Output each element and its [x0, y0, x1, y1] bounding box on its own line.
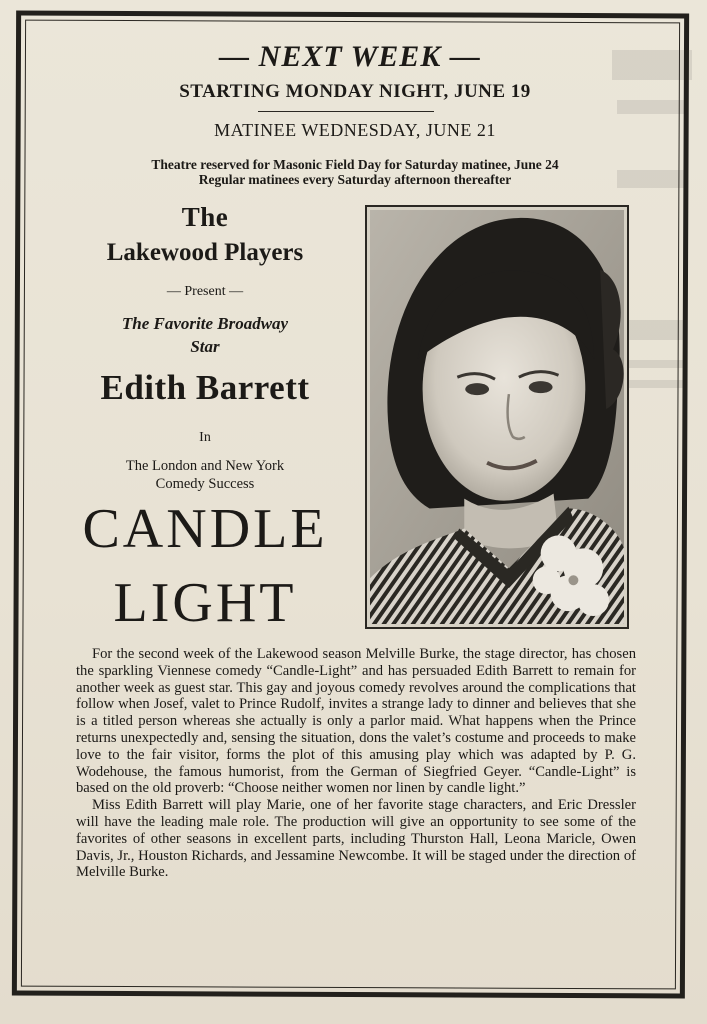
present-label: — Present — [166, 284, 244, 299]
comedy-subtitle-line1: The London and New York [125, 458, 285, 474]
star-tagline-line2: Star [190, 337, 220, 356]
company-name: Lakewood Players [106, 239, 304, 266]
star-tagline [60, 312, 350, 358]
star-portrait [365, 205, 629, 629]
portrait-photo [370, 210, 624, 624]
company-article: The [181, 202, 229, 232]
article-paragraph: For the second week of the Lakewood season Melville Burke, the stage director, has chosen the sparkling Viennese comedy “Candle-Light” and has persuaded Edith Barrett to remain for another week as guest star. This gay and joyous comedy revolves around the complications that follow when Josef, valet to Prince Rudolf, invites a strange lady to dinner and believes that she is a titled person whereas she actually is only a parlor maid. What happens when the Prince returns unexpectedly and, sensing the situation, dons the valet’s costume and proceeds to make love to the fair visitor, forms the plot of this amusing play which was adapted by P. G. Wodehouse, the famous humorist, from the German of Siegfried Geyer. “Candle-Light” is based on the old proverb: “Choose neither women nor linen by candle light.” [76, 646, 636, 797]
play-title-line2: LIGHT [113, 572, 297, 634]
star-name: Edith Barrett [100, 368, 310, 407]
comedy-subtitle-line2: Comedy Success [155, 476, 255, 492]
article-paragraph: Miss Edith Barrett will play Marie, one of her favorite stage characters, and Eric Dressler will have the leading male role. The production will give an opportunity to see some of the favorites of other seasons in excellent parts, including Thurston Hall, Leona Maricle, Owen Davis, Jr., Houston Richards, and Jessamine Newcombe. It will be staged under the direction of Melville Burke. [76, 797, 636, 881]
matinee-notice: Regular matinees every Saturday afternoon thereafter [198, 172, 512, 187]
matinee-date: MATINEE WEDNESDAY, JUNE 21 [214, 120, 496, 140]
article-body [76, 646, 636, 881]
opening-date: STARTING MONDAY NIGHT, JUNE 19 [179, 81, 531, 102]
comedy-subtitle [70, 457, 340, 493]
play-title-line1: CANDLE [82, 498, 328, 560]
heading-divider [258, 111, 434, 112]
star-tagline-line1: The Favorite Broadway [121, 314, 289, 333]
in-label: In [199, 430, 211, 445]
next-week-heading: — NEXT WEEK — [219, 40, 481, 73]
masonic-notice: Theatre reserved for Masonic Field Day for Saturday matinee, June 24 [151, 157, 559, 172]
